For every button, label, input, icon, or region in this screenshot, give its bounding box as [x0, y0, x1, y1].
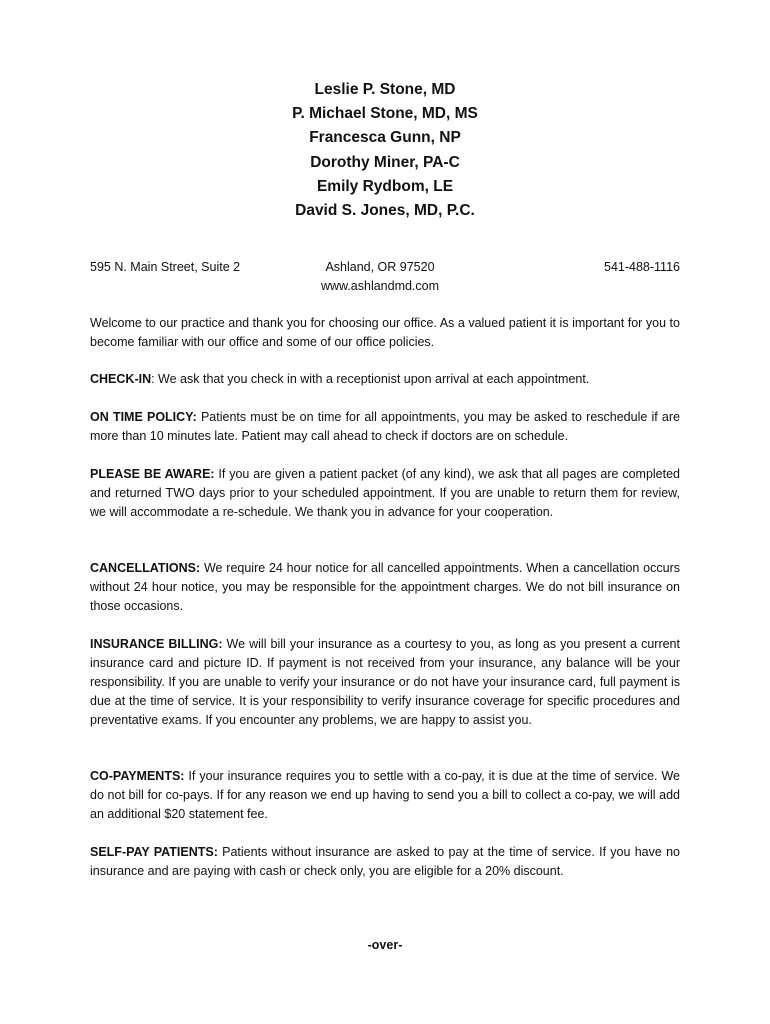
ontime-heading: ON TIME POLICY:: [90, 410, 197, 424]
cancellations-paragraph: [90, 559, 680, 616]
insurance-heading: INSURANCE BILLING:: [90, 637, 223, 651]
insurance-text: We will bill your insurance as a courtesy to you, as long as you present a current insurance card and picture ID. If payment is not received from your insurance, any balance will be your responsibility. If you are unable to verify your insurance or do not have your insurance card, full payment is due at the time of service. It is your responsibility to verify insurance coverage for specific procedures and preventative exams. If you encounter any problems, we are happy to assist you.: [90, 637, 680, 727]
city-block: [315, 258, 445, 296]
provider-name: P. Michael Stone, MD, MS: [292, 105, 478, 123]
cancellations-text: We require 24 hour notice for all cancelled appointments. When a cancellation occurs without 24 hour notice, you may be responsible for the appointment charges. We do not bill insurance on those occasions.: [90, 561, 680, 613]
provider-list: [0, 78, 770, 223]
cancellations-heading: CANCELLATIONS:: [90, 561, 201, 575]
checkin-paragraph: [90, 370, 680, 389]
phone-number: 541-488-1116: [604, 260, 680, 274]
street-address: 595 N. Main Street, Suite 2: [90, 260, 241, 274]
provider-name: Leslie P. Stone, MD: [314, 81, 456, 98]
ontime-text: Patients must be on time for all appointments, you may be asked to reschedule if are more than 10 minutes late. Patient may call ahead to check if doctors are on schedule.: [90, 410, 681, 443]
checkin-text: : We ask that you check in with a receptionist upon arrival at each appointment.: [151, 372, 590, 386]
copayments-heading: CO-PAYMENTS:: [90, 769, 185, 783]
provider-name: Francesca Gunn, NP: [309, 129, 461, 147]
over-footer: -over-: [367, 938, 403, 952]
aware-text: If you are given a patient packet (of any kind), we ask that all pages are completed and returned TWO days prior to your scheduled appointment. If you are unable to return them for review, we will accommodate a re-schedule. We thank you in advance for your cooperation.: [90, 467, 681, 519]
selfpay-text: Patients without insurance are asked to pay at the time of service. If you have no insurance and are paying with cash or check only, you are eligible for a 20% discount.: [90, 845, 680, 878]
provider-name: Dorothy Miner, PA-C: [310, 153, 460, 171]
copayments-text: If your insurance requires you to settle with a co-pay, it is due at the time of service. We do not bill for co-pays. If for any reason we end up having to send you a bill to collect a co-pay, we will add an additional $20 statement fee.: [90, 769, 680, 821]
aware-heading: PLEASE BE AWARE:: [90, 467, 215, 481]
provider-name: Emily Rydbom, LE: [316, 177, 454, 195]
selfpay-heading: SELF-PAY PATIENTS:: [90, 845, 218, 859]
city-state-zip: Ashland, OR 97520: [325, 260, 435, 274]
website-link[interactable]: www.ashlandmd.com: [320, 279, 440, 293]
ontime-paragraph: [90, 408, 680, 446]
selfpay-paragraph: [90, 843, 680, 881]
checkin-heading: CHECK-IN: [90, 372, 152, 386]
insurance-paragraph: [90, 635, 680, 730]
provider-name: David S. Jones, MD, P.C.: [295, 202, 475, 220]
aware-paragraph: [90, 465, 680, 522]
copayments-paragraph: [90, 767, 680, 824]
welcome-paragraph: Welcome to our practice and thank you for choosing our office. As a valued patient it is important for you to become familiar with our office and some of our office policies.: [90, 316, 680, 349]
